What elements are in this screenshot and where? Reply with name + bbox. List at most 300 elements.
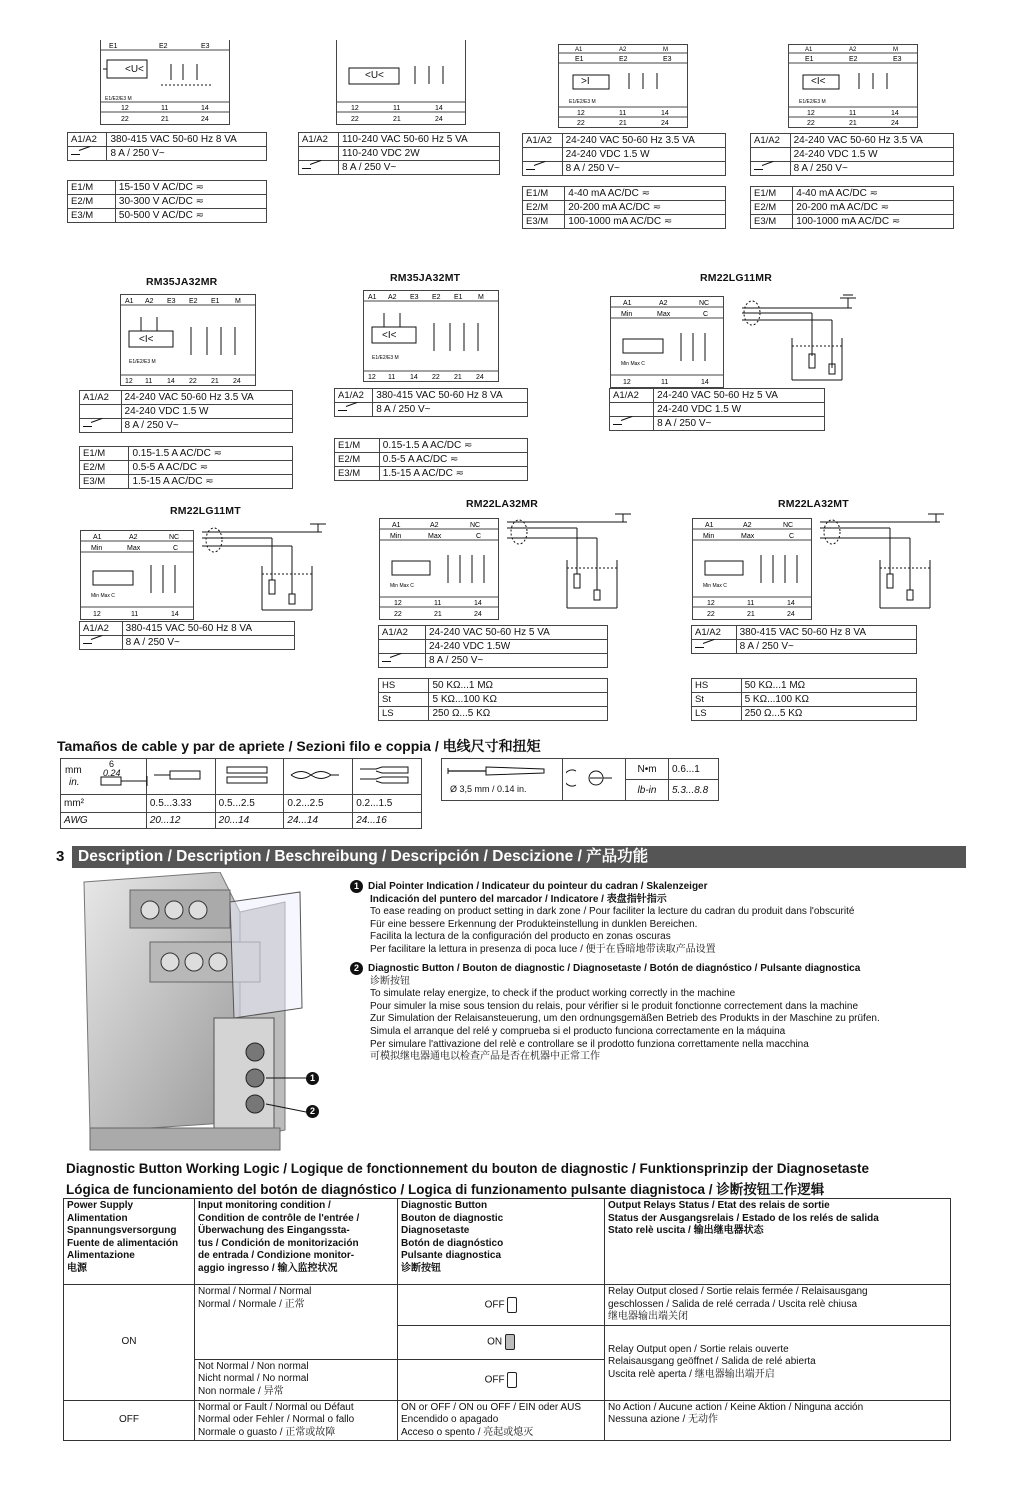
relay-function-label: >I: [581, 76, 590, 87]
wiring-diagram-p3: [558, 44, 688, 128]
callout-2: 2: [306, 1105, 319, 1118]
range-value: 0.15-1.5 A AC/DC ≂: [129, 447, 293, 461]
cell-line: Normale o guasto / 正常或故障: [198, 1426, 336, 1438]
range-key: E1/M: [80, 447, 129, 461]
svg-text:22: 22: [394, 611, 402, 618]
wire-strip-icon: [99, 773, 159, 793]
torque-icon-cell: [563, 759, 626, 801]
relay-function-label: <I<: [382, 330, 397, 341]
svg-text:NC: NC: [699, 300, 710, 307]
header-line: Fuente de alimentación: [67, 1237, 179, 1249]
twisted-wire-icon: [287, 766, 343, 784]
button-any-cell: [398, 1400, 605, 1441]
input-fault-cell: [195, 1400, 398, 1441]
svg-text:22: 22: [432, 374, 440, 381]
spec-key: A1/A2: [80, 622, 123, 636]
cell-line: 继电器输出端关闭: [608, 1311, 688, 1323]
range-table-p1: [67, 180, 267, 223]
spec-value: 380-415 VAC 50-60 Hz 8 VA: [122, 622, 294, 636]
spec-value: 8 A / 250 V~: [654, 417, 825, 431]
spec-table-p4: [750, 133, 954, 176]
svg-text:21: 21: [619, 120, 627, 127]
svg-text:14: 14: [171, 611, 179, 618]
header-diagnostic-button: [398, 1199, 605, 1285]
svg-text:Min Max C: Min Max C: [703, 583, 727, 589]
spec-value: 110-240 VAC 50-60 Hz 5 VA: [339, 133, 500, 147]
header-line: Spannungsversorgung: [67, 1225, 177, 1237]
header-output-relays: [605, 1199, 951, 1285]
cell-line: Not Normal / Non normal: [198, 1360, 309, 1372]
spec-value: 24-240 VDC 1.5 W: [562, 148, 725, 162]
svg-text:12: 12: [121, 105, 129, 112]
range-key: LS: [379, 707, 429, 721]
switch-symbol: [751, 162, 791, 176]
range-table-p4: [750, 186, 954, 229]
svg-text:A1: A1: [93, 534, 102, 541]
header-line: Power Supply: [67, 1200, 134, 1211]
cell-line: Normal oder Fehler / Normal o fallo: [198, 1414, 355, 1426]
range-key: E3/M: [523, 215, 565, 229]
svg-text:NC: NC: [169, 534, 180, 541]
header-line: Botón de diagnóstico: [401, 1237, 504, 1249]
switch-symbol: [68, 147, 107, 161]
spec-value: 8 A / 250 V~: [736, 640, 916, 654]
relay-function-label: <I<: [139, 334, 154, 345]
header-line: de entrada / Condizione monitor-: [198, 1250, 355, 1262]
spec-value: 8 A / 250 V~: [562, 162, 725, 176]
cell-line: Normal / Normale / 正常: [198, 1298, 305, 1310]
svg-text:14: 14: [787, 600, 795, 607]
wiring-diagram-p9: [379, 518, 499, 620]
svg-text:22: 22: [707, 611, 715, 618]
switch-symbol: [610, 417, 654, 431]
header-line: Output Relays Status / Etat des relais de sortie: [608, 1200, 830, 1211]
range-key: E3/M: [335, 467, 380, 481]
spec-value: 24-240 VDC 1.5W: [425, 640, 607, 654]
level-probe-diagram-p9: [497, 510, 647, 614]
svg-text:E1/E2/E3 M: E1/E2/E3 M: [569, 99, 596, 105]
svg-text:E2: E2: [189, 298, 198, 305]
desc-line: Für eine bessere Erkennung der Produkteinstellung in dunklen Bereichen.: [370, 918, 698, 930]
svg-text:Min: Min: [703, 533, 715, 540]
svg-text:22: 22: [577, 120, 585, 127]
svg-text:C: C: [173, 545, 179, 552]
spec-key: A1/A2: [610, 389, 654, 403]
awg-value: 24...14: [284, 813, 353, 829]
spec-table-p2: [298, 132, 500, 175]
header-line: Diagnosetaste: [401, 1225, 470, 1237]
svg-text:12: 12: [577, 110, 585, 117]
mm2-value: 0.2...2.5: [284, 795, 353, 813]
desc-item-2: [350, 962, 980, 1064]
svg-text:24: 24: [233, 378, 241, 385]
item-number: 1: [350, 880, 363, 893]
svg-text:Max: Max: [657, 311, 671, 318]
svg-text:Min Max C: Min Max C: [91, 593, 115, 599]
wiring-diagram-p4: [788, 44, 918, 128]
terminal-diagram: [611, 297, 723, 387]
header-line: Condition de contrôle de l'entrée /: [198, 1212, 360, 1224]
svg-text:C: C: [476, 533, 482, 540]
svg-text:14: 14: [701, 379, 709, 386]
svg-text:21: 21: [434, 611, 442, 618]
item-title: Dial Pointer Indication / Indicateur du pointeur du cadran / Skalenzeiger: [368, 881, 708, 892]
svg-text:E1/E2/E3 M: E1/E2/E3 M: [105, 96, 132, 102]
spec-key: [523, 148, 563, 162]
cell-line: Non normale / 异常: [198, 1385, 284, 1397]
input-notnormal-cell: [195, 1359, 398, 1400]
desc-line: Simula el arranque del relé y comprueba si el producto funciona correctamente en la máquina: [370, 1025, 786, 1037]
svg-text:E1/E2/E3 M: E1/E2/E3 M: [129, 359, 156, 365]
range-value: 50 KΩ...1 MΩ: [741, 679, 916, 693]
cell-line: geschlossen / Salida de relé cerrada / Uscita relè chiusa: [608, 1298, 858, 1310]
terminal-diagram: [789, 45, 917, 127]
relay-open-cell: [605, 1325, 951, 1400]
svg-text:A2: A2: [129, 534, 138, 541]
button-on-cell: [398, 1325, 605, 1359]
power-on-cell: ON: [64, 1285, 195, 1401]
svg-text:12: 12: [623, 379, 631, 386]
svg-text:11: 11: [849, 110, 857, 117]
item-number: 2: [350, 962, 363, 975]
svg-text:14: 14: [891, 110, 899, 117]
level-probe-diagram-p10: [810, 510, 960, 614]
svg-text:11: 11: [747, 600, 755, 607]
level-probe-diagram-p8: [192, 520, 342, 620]
desc-line: Pour simuler la mise sous tension du relais, pour vérifier si le produit fonctionne correctement dans la machine: [370, 1000, 859, 1012]
svg-text:21: 21: [849, 120, 857, 127]
button-state-label: OFF: [484, 1374, 505, 1386]
svg-text:E2: E2: [849, 56, 858, 63]
svg-text:A2: A2: [743, 522, 752, 529]
spec-key: [299, 147, 339, 161]
svg-text:21: 21: [211, 378, 219, 385]
spec-table-p9: [378, 625, 608, 668]
svg-text:Min: Min: [621, 311, 633, 318]
terminal-diagram: [380, 519, 498, 619]
svg-text:14: 14: [201, 105, 209, 112]
level-probe-diagram-p7: [722, 288, 872, 388]
svg-text:12: 12: [351, 105, 359, 112]
spec-value: 110-240 VDC 2W: [339, 147, 500, 161]
range-value: 1.5-15 A AC/DC ≂: [379, 467, 527, 481]
svg-text:22: 22: [121, 116, 129, 123]
product-title: RM22LA32MT: [778, 498, 849, 510]
screwdriver-size: Ø 3,5 mm / 0.14 in.: [450, 784, 527, 794]
svg-text:22: 22: [189, 378, 197, 385]
mm2-value: 0.5...2.5: [215, 795, 284, 813]
mm2-value: 0.5...3.33: [146, 795, 215, 813]
range-table-p10: [691, 678, 917, 721]
range-value: 30-300 V AC/DC ≂: [115, 195, 266, 209]
svg-text:Min: Min: [91, 545, 103, 552]
svg-text:E1/E2/E3 M: E1/E2/E3 M: [799, 99, 826, 105]
header-line: Überwachung des Eingangssta-: [198, 1225, 350, 1237]
svg-text:M: M: [478, 294, 484, 301]
svg-text:A1: A1: [125, 298, 134, 305]
svg-text:12: 12: [93, 611, 101, 618]
spec-value: 380-415 VAC 50-60 Hz 8 VA: [107, 133, 267, 147]
button-released-icon: [507, 1372, 517, 1388]
range-key: HS: [379, 679, 429, 693]
spec-value: 24-240 VDC 1.5 W: [790, 148, 953, 162]
spec-key: [751, 148, 791, 162]
svg-text:24: 24: [476, 374, 484, 381]
svg-text:E1: E1: [109, 43, 118, 50]
twin-ferrule-icon: [219, 764, 275, 786]
cable-size-table: [60, 758, 422, 829]
cell-line: Relaisausgang geöffnet / Salida de relé abierta: [608, 1356, 816, 1368]
spec-table-p3: [522, 133, 726, 176]
range-key: E2/M: [751, 201, 793, 215]
range-value: 250 Ω...5 KΩ: [429, 707, 608, 721]
wiring-diagram-p2: [336, 40, 466, 125]
section-number: 3: [56, 848, 65, 865]
cell-line: No Action / Aucune action / Keine Aktion / Ninguna acción: [608, 1401, 864, 1413]
strip-mm: 6: [109, 759, 115, 769]
spec-value: 8 A / 250 V~: [373, 403, 528, 417]
spec-value: 8 A / 250 V~: [107, 147, 267, 161]
svg-text:A2: A2: [388, 294, 397, 301]
range-value: 15-150 V AC/DC ≂: [115, 181, 266, 195]
switch-symbol: [80, 636, 123, 650]
cell-line: Relay Output open / Sortie relais ouverte: [608, 1343, 789, 1355]
svg-text:Min: Min: [390, 533, 402, 540]
torque-nm-label: N•m: [626, 759, 669, 780]
range-value: 5 KΩ...100 KΩ: [741, 693, 916, 707]
svg-text:Max: Max: [741, 533, 755, 540]
svg-text:11: 11: [145, 378, 153, 385]
svg-text:12: 12: [394, 600, 402, 607]
svg-text:11: 11: [619, 110, 627, 117]
spec-value: 380-415 VAC 50-60 Hz 8 VA: [736, 626, 916, 640]
svg-text:A1: A1: [368, 294, 377, 301]
svg-text:M: M: [235, 298, 241, 305]
header-line: Input monitoring condition /: [198, 1200, 331, 1211]
desc-line: To simulate relay energize, to check if the product working correctly in the machine: [370, 988, 736, 1000]
relay-function-label: <I<: [811, 76, 826, 87]
spec-value: 24-240 VDC 1.5 W: [121, 405, 292, 419]
button-off-cell: [398, 1359, 605, 1400]
mm2-label: mm²: [61, 795, 147, 813]
svg-text:E3: E3: [893, 56, 902, 63]
cell-line: Normal / Normal / Normal: [198, 1286, 312, 1297]
svg-text:24: 24: [661, 120, 669, 127]
strip-length-cell: [61, 759, 147, 795]
range-key: E3/M: [80, 475, 129, 489]
header-line: 诊断按钮: [401, 1262, 441, 1274]
terminal-diagram: [693, 519, 811, 619]
header-line: Bouton de diagnostic: [401, 1212, 504, 1224]
svg-text:14: 14: [410, 374, 418, 381]
torque-table: [441, 758, 719, 801]
svg-text:Min Max C: Min Max C: [621, 361, 645, 367]
cell-line: Nessuna azione / 无动作: [608, 1414, 719, 1426]
svg-text:M: M: [893, 47, 898, 53]
svg-text:A1: A1: [575, 47, 583, 53]
spec-key: A1/A2: [80, 391, 122, 405]
svg-text:12: 12: [807, 110, 815, 117]
svg-text:12: 12: [368, 374, 376, 381]
range-value: 0.5-5 A AC/DC ≂: [379, 453, 527, 467]
switch-symbol: [80, 419, 122, 433]
svg-text:24: 24: [201, 116, 209, 123]
spec-value: 380-415 VAC 50-60 Hz 8 VA: [373, 389, 528, 403]
screwdriver-cell: [442, 759, 563, 801]
spec-value: 24-240 VAC 50-60 Hz 3.5 VA: [121, 391, 292, 405]
switch-symbol: [335, 403, 373, 417]
header-line: Diagnostic Button: [401, 1200, 488, 1211]
terminal-diagram: [559, 45, 687, 127]
mm2-value: 0.2...1.5: [353, 795, 422, 813]
section-title-bar: Description / Description / Beschreibung / Descripción / Descizione / 产品功能: [72, 846, 966, 868]
svg-text:24: 24: [435, 116, 443, 123]
wiring-diagram-p7: [610, 296, 724, 388]
range-table-p5: [79, 446, 293, 489]
relay-function-label: <U<: [365, 70, 384, 81]
logic-heading-2: Lógica de funcionamiento del botón de diagnóstico / Logica di funzionamento pulsante diagnistoca / 诊断按钮工作逻辑: [66, 1182, 825, 1197]
range-key: St: [379, 693, 429, 707]
spec-table-p5: [79, 390, 293, 433]
spec-key: A1/A2: [692, 626, 737, 640]
button-state-label: ON: [487, 1336, 503, 1348]
range-key: E1/M: [335, 439, 380, 453]
spec-key: [610, 403, 654, 417]
svg-text:E3: E3: [663, 56, 672, 63]
range-key: E2/M: [68, 195, 116, 209]
svg-text:E2: E2: [619, 56, 628, 63]
relay-product-illustration: [70, 872, 340, 1158]
range-value: 0.15-1.5 A AC/DC ≂: [379, 439, 527, 453]
svg-text:24: 24: [474, 611, 482, 618]
cell-line: Acceso o spento / 亮起或熄灭: [401, 1426, 534, 1438]
strip-in: 0.24: [103, 768, 121, 778]
svg-text:21: 21: [393, 116, 401, 123]
svg-text:12: 12: [125, 378, 133, 385]
relay-function-label: <U<: [125, 64, 144, 75]
terminal-diagram: [337, 40, 465, 124]
range-key: E2/M: [335, 453, 380, 467]
range-value: 5 KΩ...100 KΩ: [429, 693, 608, 707]
header-input-condition: [195, 1199, 398, 1285]
svg-text:A2: A2: [430, 522, 439, 529]
wiring-diagram-p5: [120, 294, 256, 386]
product-title: RM22LA32MR: [466, 498, 539, 510]
button-off-cell: [398, 1285, 605, 1326]
desc-line: 可模拟继电器通电以检查产品是否在机器中正常工作: [370, 1051, 600, 1063]
header-line: Stato relè uscita / 输出继电器状态: [608, 1225, 764, 1237]
range-key: HS: [692, 679, 742, 693]
button-pressed-icon: [505, 1334, 515, 1350]
awg-label: AWG: [61, 813, 147, 829]
input-normal-cell: [195, 1285, 398, 1360]
desc-item-1: [350, 880, 970, 957]
svg-text:21: 21: [454, 374, 462, 381]
range-value: 0.5-5 A AC/DC ≂: [129, 461, 293, 475]
button-state-label: OFF: [484, 1299, 505, 1311]
spec-key: [379, 640, 426, 654]
double-ferrule-icon: [356, 763, 412, 787]
svg-text:E1: E1: [211, 298, 220, 305]
svg-text:Min Max C: Min Max C: [390, 583, 414, 589]
desc-line: Per facilitare la lettura in presenza di poca luce / 便于在昏暗地带读取产品设置: [370, 943, 716, 955]
header-line: tus / Condición de monitorización: [198, 1237, 359, 1249]
product-title: RM35JA32MT: [390, 272, 461, 284]
range-value: 4-40 mA AC/DC ≂: [793, 187, 954, 201]
spec-value: 24-240 VDC 1.5 W: [654, 403, 825, 417]
spec-table-p8: [79, 621, 295, 650]
header-line: Alimentation: [67, 1212, 128, 1224]
header-line: Pulsante diagnostica: [401, 1250, 502, 1262]
wiring-diagram-p6: [363, 290, 499, 382]
svg-text:E3: E3: [167, 298, 176, 305]
svg-text:NC: NC: [470, 522, 481, 529]
svg-text:14: 14: [167, 378, 175, 385]
torque-nm-value: 0.6...1: [669, 759, 719, 780]
svg-text:E1: E1: [454, 294, 463, 301]
spec-table-p10: [691, 625, 917, 654]
svg-text:22: 22: [351, 116, 359, 123]
cable-heading: Tamaños de cable y par de apriete / Sezioni filo e coppia / 电线尺寸和扭矩: [57, 738, 541, 754]
range-key: E1/M: [751, 187, 793, 201]
range-key: E3/M: [68, 209, 116, 223]
header-line: 电源: [67, 1262, 87, 1274]
svg-text:E3: E3: [410, 294, 419, 301]
spec-key: A1/A2: [299, 133, 339, 147]
awg-value: 24...16: [353, 813, 422, 829]
spec-value: 24-240 VAC 50-60 Hz 5 VA: [654, 389, 825, 403]
spec-table-p6: [334, 388, 528, 417]
svg-text:A2: A2: [145, 298, 154, 305]
spec-value: 8 A / 250 V~: [122, 636, 294, 650]
range-table-p3: [522, 186, 726, 229]
desc-line: Zur Simulation der Relaisansteuerung, um den ordnungsgemäßen Betrieb des Produkts in der Maschine zu prüfen.: [370, 1013, 880, 1025]
cell-line: Uscita relè aperta / 继电器输出端开启: [608, 1368, 775, 1380]
range-key: E3/M: [751, 215, 793, 229]
awg-value: 20...12: [146, 813, 215, 829]
range-value: 20-200 mA AC/DC ≂: [793, 201, 954, 215]
switch-symbol: [379, 654, 426, 668]
range-value: 20-200 mA AC/DC ≂: [565, 201, 726, 215]
svg-text:A1: A1: [392, 522, 401, 529]
no-action-cell: [605, 1400, 951, 1441]
relay-closed-cell: [605, 1285, 951, 1326]
wiring-diagram-p8: [80, 530, 194, 620]
svg-text:22: 22: [807, 120, 815, 127]
torque-lbin-label: lb-in: [626, 780, 669, 801]
diagnostic-logic-table: [63, 1198, 951, 1441]
svg-text:E1: E1: [805, 56, 814, 63]
spec-value: 8 A / 250 V~: [339, 161, 500, 175]
spec-value: 24-240 VAC 50-60 Hz 3.5 VA: [790, 134, 953, 148]
header-line: Alimentazione: [67, 1250, 135, 1262]
svg-text:E1/E2/E3 M: E1/E2/E3 M: [372, 355, 399, 361]
range-value: 1.5-15 A AC/DC ≂: [129, 475, 293, 489]
terminal-diagram: [101, 40, 229, 124]
switch-symbol: [523, 162, 563, 176]
range-key: E1/M: [68, 181, 116, 195]
button-released-icon: [507, 1297, 517, 1313]
range-value: 50 KΩ...1 MΩ: [429, 679, 608, 693]
cell-line: ON or OFF / ON ou OFF / EIN oder AUS: [401, 1401, 582, 1413]
header-line: aggio ingresso / 输入监控状况: [198, 1262, 338, 1274]
awg-value: 20...14: [215, 813, 284, 829]
range-value: 250 Ω...5 KΩ: [741, 707, 916, 721]
spec-key: A1/A2: [751, 134, 791, 148]
wiring-diagram-p10: [692, 518, 812, 620]
spec-key: A1/A2: [379, 626, 426, 640]
torque-screw-icon: [566, 763, 616, 793]
